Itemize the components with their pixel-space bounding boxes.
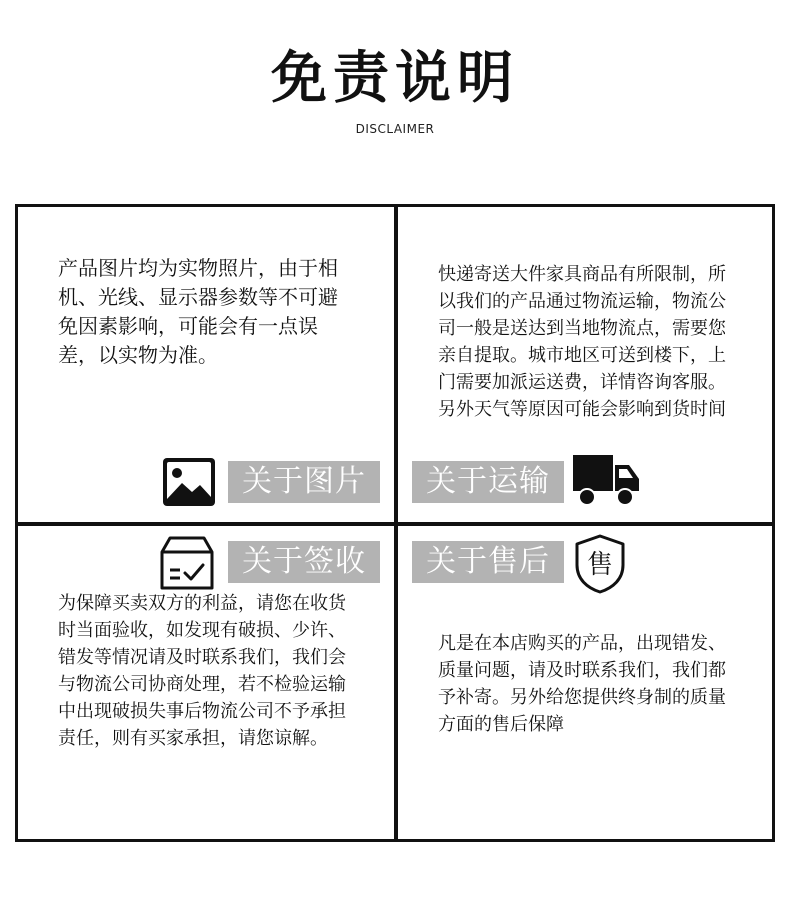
grid-divider-horizontal xyxy=(18,522,772,526)
pictures-text: 产品图片均为实物照片，由于相机、光线、显示器参数等不可避免因素影响，可能会有一点误差，以实物为准。 xyxy=(58,256,338,367)
truck-icon xyxy=(573,455,643,507)
shipping-tag: 关于运输 xyxy=(412,461,564,503)
after-sales-text: 凡是在本店购买的产品，出现错发、质量问题，请及时联系我们，我们都予补寄。另外给您提供终身制的质量方面的售后保障 xyxy=(438,633,726,735)
receiving-tag: 关于签收 xyxy=(228,541,380,583)
page-title: 免责说明 xyxy=(271,46,519,111)
pictures-tag: 关于图片 xyxy=(228,461,380,503)
after-sales-tag: 关于售后 xyxy=(412,541,564,583)
page-subtitle: DISCLAIMER xyxy=(355,122,435,136)
disclaimer-grid xyxy=(15,204,775,842)
shield-sale-icon xyxy=(573,533,627,595)
receiving-text: 为保障买卖双方的利益，请您在收货时当面验收，如发现有破损、少许、错发等情况请及时联系我们，我们会与物流公司协商处理，若不检验运输中出现破损失事后物流公司不予承担责任，则有买家承担，请您谅解。 xyxy=(58,593,346,749)
package-check-icon xyxy=(158,534,216,592)
svg-text:售: 售 xyxy=(586,550,614,580)
image-icon xyxy=(162,457,216,507)
shipping-text: 快递寄送大件家具商品有所限制，所以我们的产品通过物流运输，物流公司一般是送达到当地物流点，需要您亲自提取。城市地区可送到楼下，上门需要加派运送费，详情咨询客服。另外天气等原因可能会影响到货时间 xyxy=(438,264,726,420)
